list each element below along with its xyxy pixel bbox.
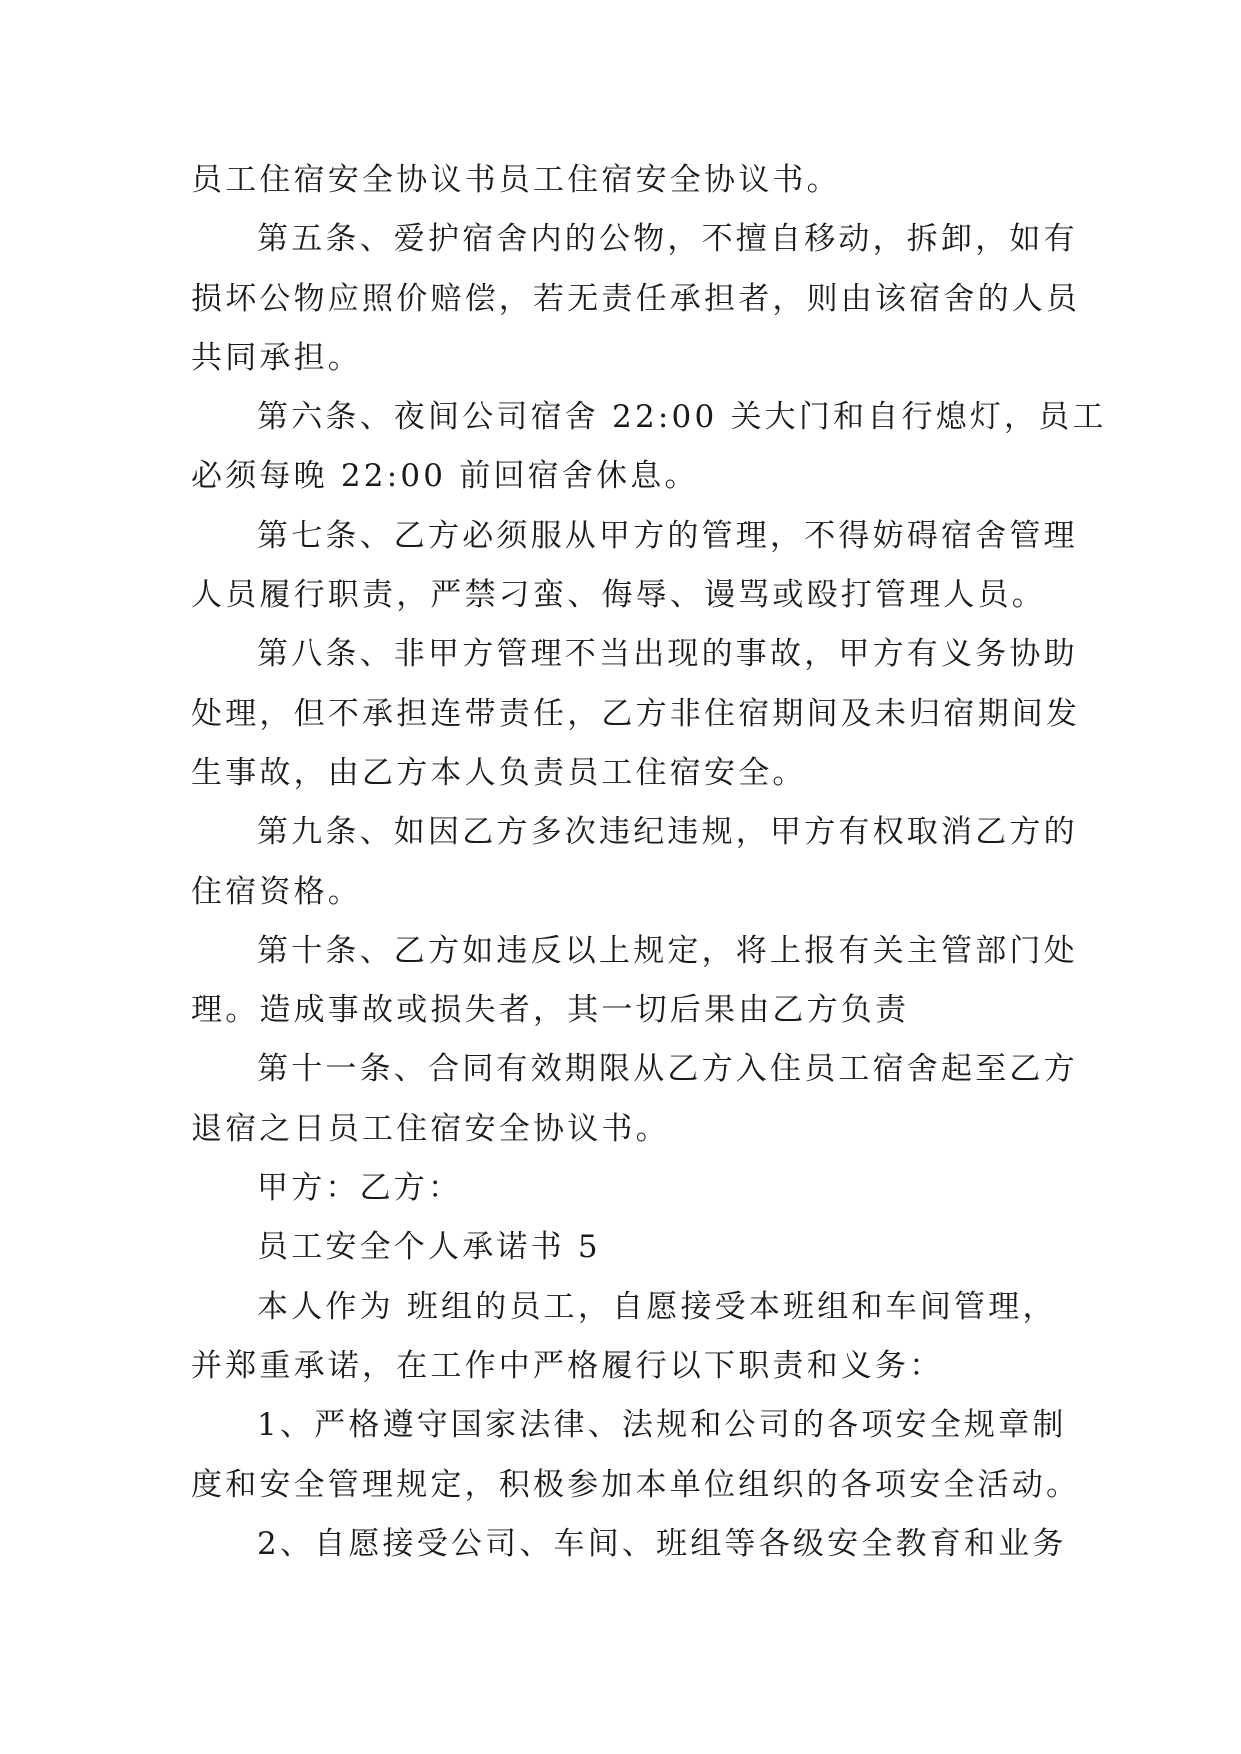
text-line: 2、自愿接受公司、车间、班组等各级安全教育和业务 (257, 1525, 1067, 1562)
text-line: 处理，但不承担连带责任，乙方非住宿期间及未归宿期间发 (191, 695, 1081, 732)
text-line: 退宿之日员工住宿安全协议书。 (191, 1110, 670, 1147)
text-line: 甲方：乙方： (257, 1170, 463, 1207)
document-body (191, 151, 1107, 1574)
text-line: 第九条、如因乙方多次违纪违规，甲方有权取消乙方的 (257, 814, 1078, 851)
text-line: 1、严格遵守国家法律、法规和公司的各项安全规章制 (257, 1407, 1067, 1444)
text-line: 第十条、乙方如违反以上规定，将上报有关主管部门处 (257, 932, 1078, 969)
text-line: 第七条、乙方必须服从甲方的管理，不得妨碍宿舍管理 (257, 517, 1078, 554)
text-line: 理。造成事故或损失者，其一切后果由乙方负责 (191, 992, 910, 1029)
text-line: 必须每晚 22:00 前回宿舍休息。 (191, 458, 699, 495)
text-line: 生事故，由乙方本人负责员工住宿安全。 (191, 754, 807, 791)
text-line: 度和安全管理规定，积极参加本单位组织的各项安全活动。 (191, 1466, 1081, 1503)
text-line: 损坏公物应照价赔偿，若无责任承担者，则由该宿舍的人员 (191, 280, 1081, 317)
text-line: 人员履行职责，严禁刁蛮、侮辱、谩骂或殴打管理人员。 (191, 577, 1046, 614)
text-line: 第十一条、合同有效期限从乙方入住员工宿舍起至乙方 (257, 1051, 1078, 1088)
text-line: 第八条、非甲方管理不当出现的事故，甲方有义务协助 (257, 636, 1078, 673)
text-line: 并郑重承诺，在工作中严格履行以下职责和义务： (191, 1347, 944, 1384)
text-line: 员工安全个人承诺书 5 (257, 1229, 601, 1266)
text-line: 第六条、夜间公司宿舍 22:00 关大门和自行熄灯，员工 (257, 399, 1107, 436)
text-line: 共同承担。 (191, 339, 362, 376)
text-line: 住宿资格。 (191, 873, 362, 910)
text-line: 员工住宿安全协议书员工住宿安全协议书。 (191, 162, 841, 198)
text-line: 第五条、爱护宿舍内的公物，不擅自移动，拆卸，如有 (257, 221, 1078, 258)
text-line: 本人作为 班组的员工，自愿接受本班组和车间管理， (257, 1288, 1057, 1325)
